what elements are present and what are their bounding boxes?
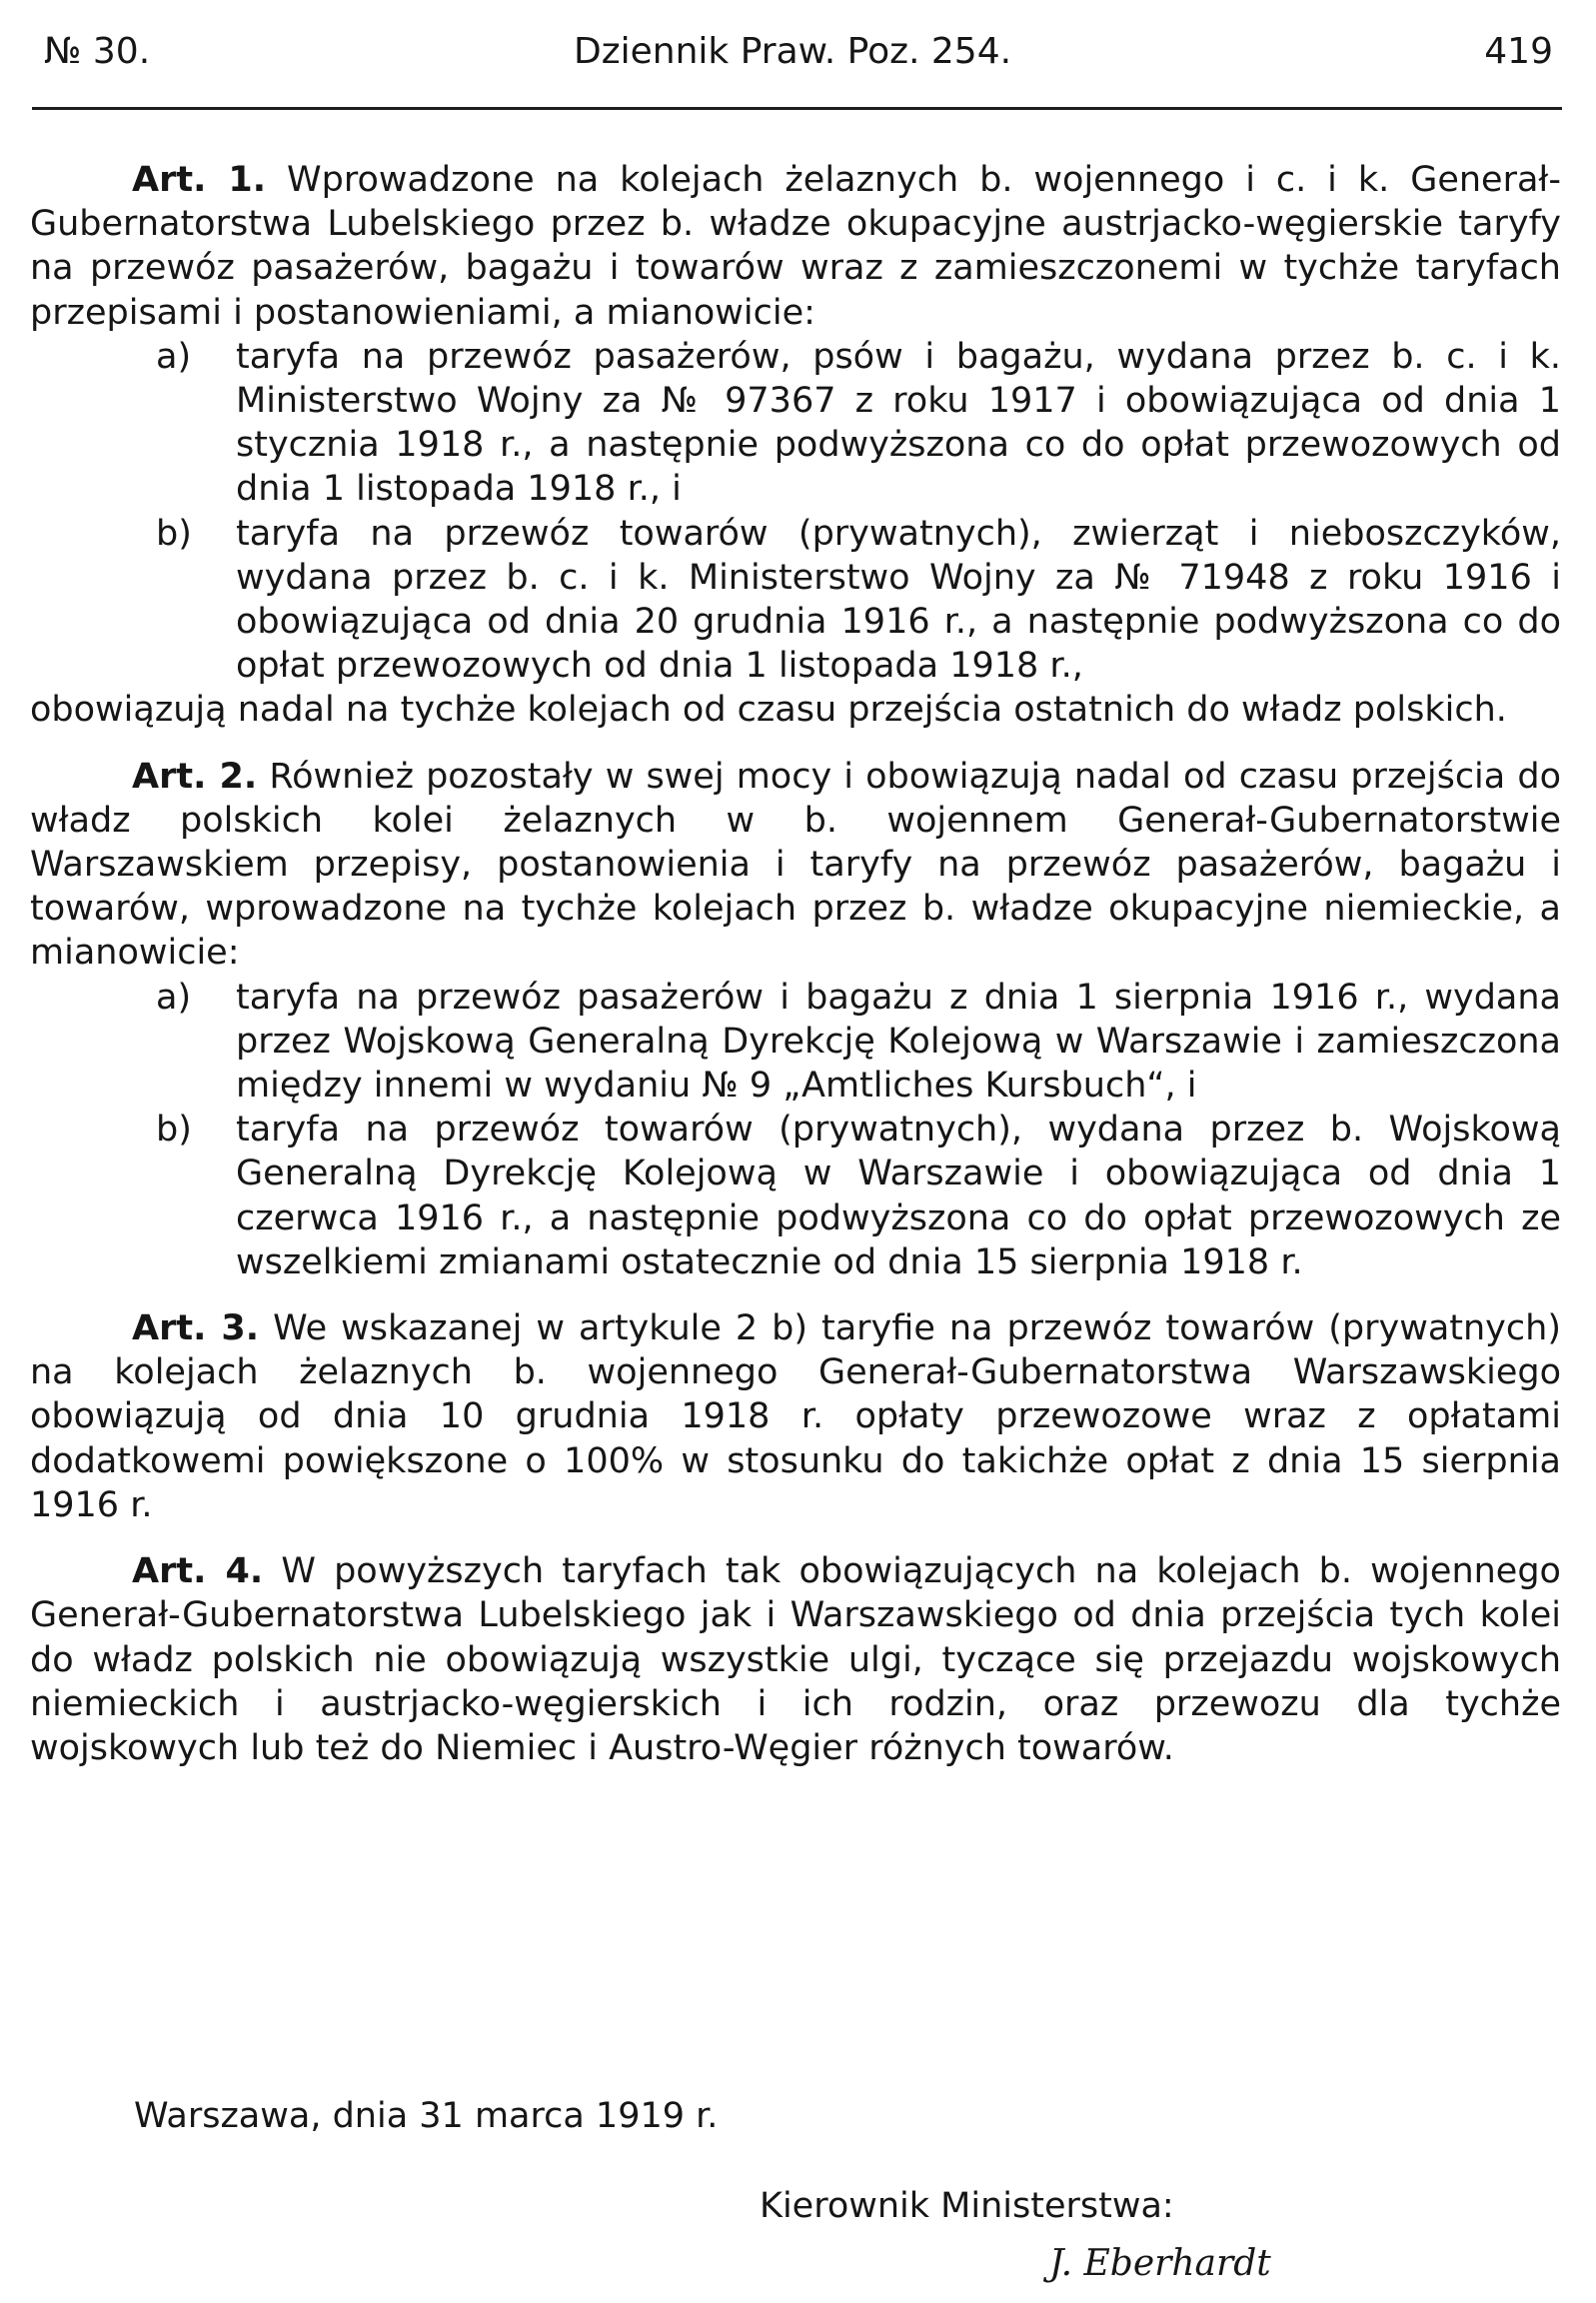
journal-title: Dziennik Praw. Poz. 254.	[574, 31, 1012, 72]
list-item-text: taryfa na przewóz towarów (prywatnych), zwierząt i nieboszczyków, wydana przez b. c. i k. Ministerstwo Wojny za № 71948 z roku 1916 i obowiązująca od dnia 20 grudnia 1916 r., a następnie podwyższona co do opłat przewozowych od dnia 1 listopada 1918 r.,	[236, 513, 1561, 687]
signatory-office: Kierownik Ministerstwa:	[760, 2186, 1174, 2226]
article-paragraph	[30, 1306, 1561, 1527]
article-1	[30, 158, 1561, 733]
list-item	[30, 1108, 1561, 1284]
page-header	[44, 22, 1553, 82]
document-body	[30, 158, 1561, 1770]
article-2	[30, 755, 1561, 1284]
signature: J. Eberhardt	[1049, 2243, 1271, 2284]
list-marker: b)	[156, 513, 192, 554]
list-item-text: taryfa na przewóz pasażerów i bagażu z dnia 1 sierpnia 1916 r., wydana przez Wojskową Generalną Dyrekcję Kolejową w Warszawie i zamieszczona między innemi w wydaniu № 9 „Amtliches Kursbuch“, i	[236, 977, 1561, 1107]
list-marker: a)	[156, 977, 192, 1018]
article-4	[30, 1549, 1561, 1770]
article-text: Również pozostały w swej mocy i obowiązują nadal od czasu przejścia do władz polskich kolei żelaznych w b. wojennem Generał-Gubernatorstwie Warszawskiem przepisy, postanowienia i taryfy na przewóz pasażerów, bagażu i towarów, wprowadzone na tychże kolejach przez b. władze okupacyjne niemieckie, a mianowicie:	[30, 756, 1561, 974]
article-text: Wprowadzone na kolejach żelaznych b. wojennego i c. i k. Generał-Gubernatorstwa Lubelskiego przez b. władze okupacyjne austrjacko-węgierskie taryfy na przewóz pasażerów, bagażu i towarów wraz z zamieszczonemi w tychże taryfach przepisami i postanowieniami, a mianowicie:	[30, 160, 1561, 333]
list-item	[30, 335, 1561, 512]
list-item-text: taryfa na przewóz pasażerów, psów i bagażu, wydana przez b. c. i k. Ministerstwo Wojny za № 97367 z roku 1917 i obowiązująca od dnia 1 stycznia 1918 r., a następnie podwyższona co do opłat przewozowych od dnia 1 listopada 1918 r., i	[236, 336, 1561, 510]
article-closing-text: obowiązują nadal na tychże kolejach od czasu przejścia ostatnich do władz polskich.	[30, 690, 1507, 731]
article-paragraph	[30, 755, 1561, 976]
article-paragraph	[30, 1549, 1561, 1770]
article-list	[30, 976, 1561, 1284]
article-label: Art. 3.	[132, 1308, 260, 1349]
article-list	[30, 335, 1561, 689]
article-3	[30, 1306, 1561, 1527]
place-date: Warszawa, dnia 31 marca 1919 r.	[134, 2096, 719, 2136]
list-item	[30, 976, 1561, 1109]
article-text: We wskazanej w artykule 2 b) taryfie na przewóz towarów (prywatnych) na kolejach żelaznych b. wojennego Generał-Gubernatorstwa Warszawskiego obowiązują od dnia 10 grudnia 1918 r. opłaty przewozowe wraz z opłatami dodatkowemi powiększone o 100% w stosunku do takichże opłat z dnia 15 sierpnia 1916 r.	[30, 1308, 1561, 1525]
list-marker: a)	[156, 336, 192, 377]
header-rule	[32, 107, 1562, 110]
article-label: Art. 1.	[132, 160, 267, 200]
article-paragraph	[30, 158, 1561, 335]
list-item	[30, 512, 1561, 689]
article-label: Art. 4.	[132, 1551, 264, 1592]
list-marker: b)	[156, 1110, 192, 1151]
list-item-text: taryfa na przewóz towarów (prywatnych), wydana przez b. Wojskową Generalną Dyrekcję Kolejową w Warszawie i obowiązująca od dnia 1 czerwca 1916 r., a następnie podwyższona co do opłat przewozowych ze wszelkiemi zmianami ostatecznie od dnia 15 sierpnia 1918 r.	[236, 1110, 1561, 1282]
article-text: W powyższych taryfach tak obowiązujących na kolejach b. wojennego Generał-Gubernatorstwa Lubelskiego jak i Warszawskiego od dnia przejścia tych kolei do władz polskich nie obowiązują wszystkie ulgi, tyczące się przejazdu wojskowych niemieckich i austrjacko-węgierskich i ich rodzin, oraz przewozu dla tychże wojskowych lub też do Niemiec i Austro-Węgier różnych towarów.	[30, 1551, 1561, 1768]
issue-number: № 30.	[44, 31, 151, 72]
article-label: Art. 2.	[132, 756, 258, 797]
page-number: 419	[1484, 31, 1553, 72]
